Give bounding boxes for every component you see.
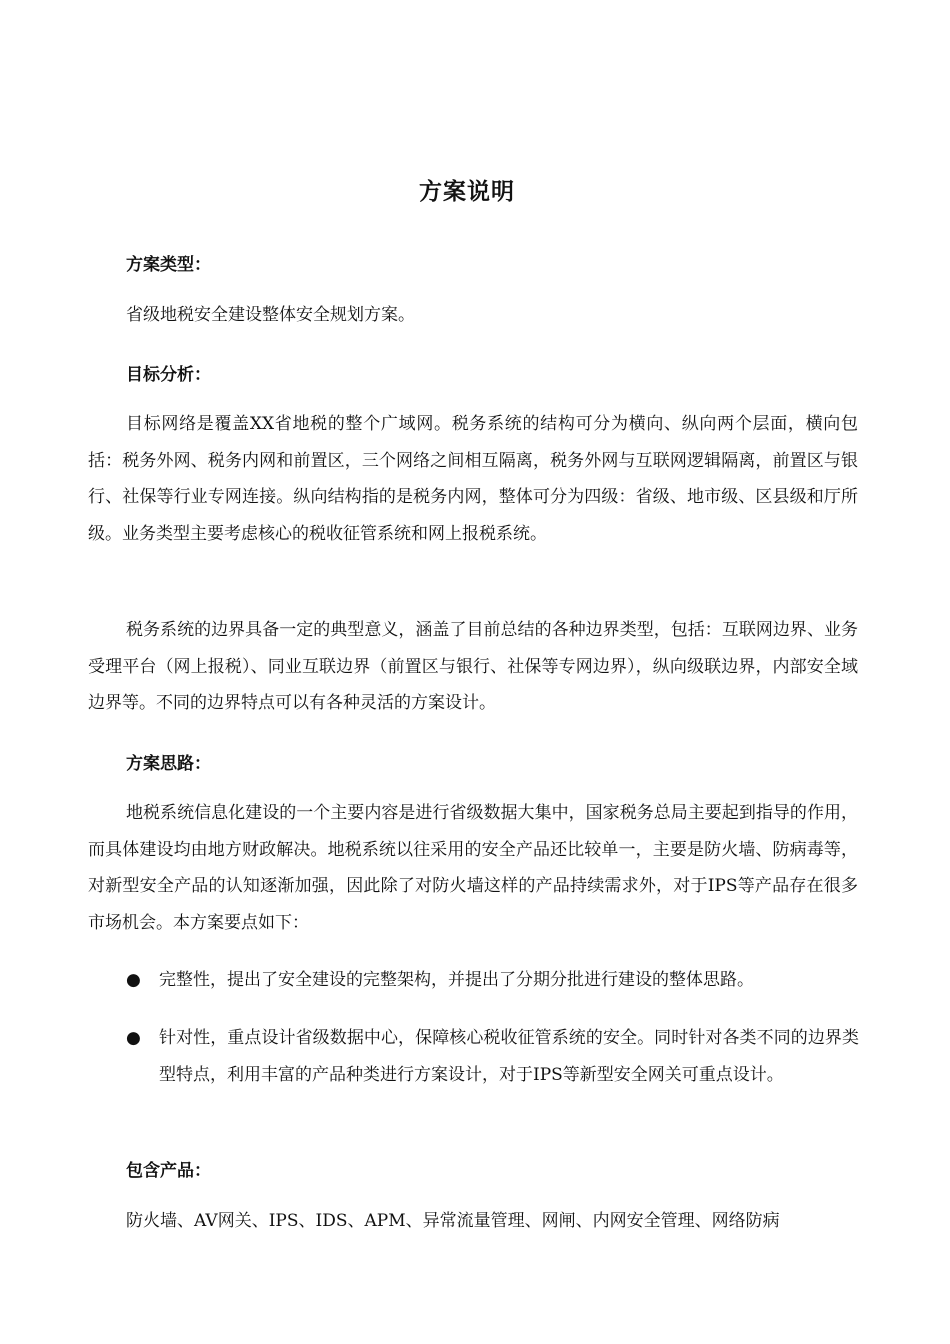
paragraph-target-2: 税务系统的边界具备一定的典型意义，涵盖了目前总结的各种边界类型，包括：互联网边界、业务受理平台（网上报税）、同业互联边界（前置区与银行、社保等专网边界），纵向级联边界，内部安全域边界等。不同的边界特点可以有各种灵活的方案设计。 — [88, 620, 858, 713]
section-heading-target: 目标分析： — [126, 365, 211, 385]
section-heading-products: 包含产品： — [126, 1161, 211, 1181]
bullet-text: 完整性，提出了安全建设的完整架构，并提出了分期分批进行建设的整体思路。 — [159, 970, 754, 990]
bullet-text: 针对性，重点设计省级数据中心，保障核心税收征管系统的安全。同时针对各类不同的边界类型特点，利用丰富的产品种类进行方案设计，对于IPS等新型安全网关可重点设计。 — [159, 1028, 859, 1085]
document-title: 方案说明 — [419, 178, 515, 205]
paragraph-products: 防火墙、AV网关、IPS、IDS、APM、异常流量管理、网闸、内网安全管理、网络防病 — [126, 1211, 780, 1231]
bullet-dot-icon: ● — [126, 970, 141, 990]
paragraph-target-1: 目标网络是覆盖XX省地税的整个广域网。税务系统的结构可分为横向、纵向两个层面，横向包括：税务外网、税务内网和前置区，三个网络之间相互隔离，税务外网与互联网逻辑隔离，前置区与银行、社保等行业专网连接。纵向结构指的是税务内网，整体可分为四级：省级、地市级、区县级和厅所级。业务类型主要考虑核心的税收征管系统和网上报税系统。 — [88, 414, 858, 544]
section-heading-type: 方案类型： — [126, 255, 211, 275]
bullet-dot-icon: ● — [126, 1028, 141, 1048]
paragraph-type: 省级地税安全建设整体安全规划方案。 — [126, 305, 415, 325]
section-heading-approach: 方案思路： — [126, 754, 211, 774]
paragraph-approach-1: 地税系统信息化建设的一个主要内容是进行省级数据大集中，国家税务总局主要起到指导的作用，而具体建设均由地方财政解决。地税系统以往采用的安全产品还比较单一，主要是防火墙、防病毒等，对新型安全产品的认知逐渐加强，因此除了对防火墙这样的产品持续需求外，对于IPS等产品存在很多市场机会。本方案要点如下： — [88, 803, 858, 933]
